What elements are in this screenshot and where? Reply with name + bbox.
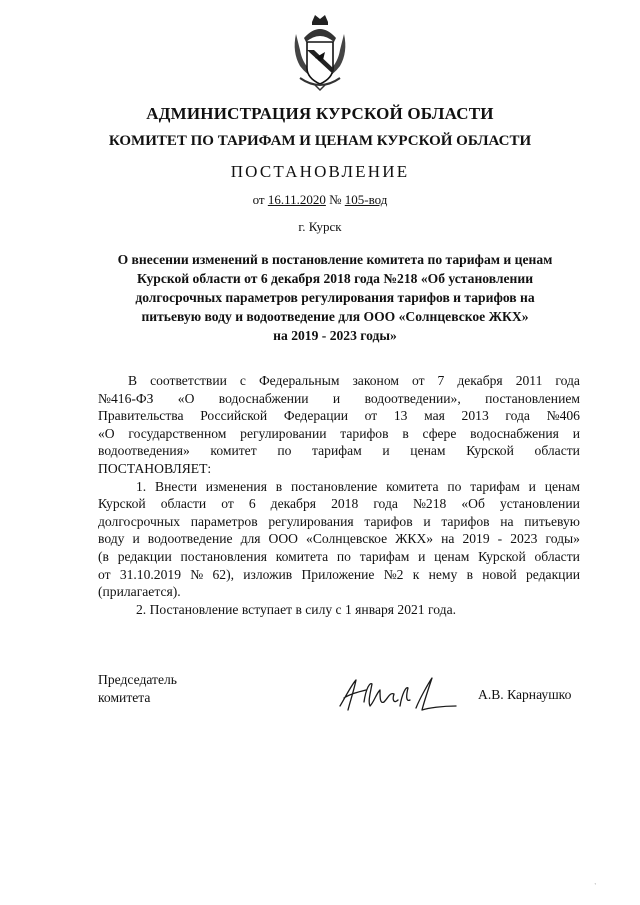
position-line: комитета (98, 689, 151, 705)
word: к (412, 566, 420, 582)
word: «Солнцевское (306, 531, 388, 547)
word: и (132, 531, 140, 547)
word: регулирования (268, 513, 354, 529)
word: и (572, 425, 580, 441)
word: и (332, 390, 341, 406)
number-prefix: № (329, 192, 342, 207)
text-line (98, 407, 580, 425)
word: «О (177, 390, 195, 406)
word: постановлением (485, 390, 580, 406)
word: для (240, 531, 261, 547)
word: 2018 (331, 496, 359, 512)
signatory-position (98, 671, 177, 706)
word: области (534, 548, 580, 564)
word: Федерации (283, 408, 349, 424)
word: водоотведение (147, 531, 233, 547)
word: регулировании (240, 425, 327, 441)
word: 2023 (510, 531, 538, 547)
resolves-line: ПОСТАНОВЛЯЕТ: (98, 460, 212, 476)
text-line (98, 530, 580, 548)
word: тарифов (340, 425, 389, 441)
word: государственном (128, 425, 227, 441)
text-line (98, 442, 580, 460)
text-line (98, 513, 580, 531)
word: тарифов (441, 513, 490, 529)
item-1-paragraph (98, 478, 580, 584)
word: Российской (200, 408, 268, 424)
word: годы» (545, 531, 580, 547)
word: области (160, 496, 207, 512)
document-body (98, 372, 580, 618)
word: № (190, 566, 204, 582)
text-line (98, 548, 580, 566)
subject-line: Курской области от 6 декабря 2018 года №218 «Об установлении (136, 271, 534, 286)
word: комитета (275, 548, 329, 564)
word: водоснабжения (470, 425, 559, 441)
item-2-paragraph: 2. Постановление вступает в силу с 1 января 2021 года. (136, 601, 456, 617)
word: и (382, 443, 390, 459)
word: тарифам (470, 478, 520, 494)
word: от (364, 408, 378, 424)
committee-title: КОМИТЕТ ПО ТАРИФАМ И ЦЕНАМ КУРСКОЙ ОБЛАСТИ (108, 133, 532, 149)
subject-line: О внесении изменений в постановление комитета по тарифам и ценам (117, 252, 553, 267)
word: года (555, 373, 580, 388)
coat-of-arms-emblem (290, 12, 350, 94)
document-number: 105-вод (344, 192, 388, 207)
subject-line: питьевую воду и водоотведение для ООО «Солнцевское ЖКХ» (141, 309, 529, 324)
word: 6 (248, 496, 256, 512)
word: Приложение (301, 566, 375, 582)
word: и (423, 513, 431, 529)
page-mark: ˑ (594, 880, 597, 890)
word: редакции (117, 548, 172, 564)
word: законом (352, 373, 399, 388)
word: Курской (466, 443, 514, 459)
word: 7 (437, 373, 445, 388)
word: соответствии (150, 373, 227, 388)
word: изменения (205, 478, 267, 494)
word: ценам (544, 478, 580, 494)
word: по (277, 443, 292, 459)
word: постановление (290, 478, 378, 494)
word: редакции (525, 566, 580, 582)
item-1-last-line: (прилагается). (98, 584, 181, 600)
word: области (534, 443, 580, 459)
word: на (441, 531, 455, 547)
word: тарифам (359, 548, 410, 564)
word: Курской (98, 496, 146, 512)
word: Внести (155, 478, 197, 494)
text-line (98, 566, 580, 584)
word: года (505, 408, 530, 424)
word: в (466, 566, 473, 582)
word: по (447, 478, 462, 494)
subject-line: на 2019 - 2023 годы» (273, 328, 397, 343)
signatory-name: А.В. Карнаушко (478, 687, 572, 702)
word: 13 (393, 408, 408, 424)
document-date-number (0, 192, 640, 208)
word: водоснабжении (218, 390, 309, 406)
word: тарифам (312, 443, 362, 459)
word: комитет (210, 443, 257, 459)
word: и (418, 548, 426, 564)
word: ООО (268, 531, 298, 547)
document-date: 16.11.2020 (267, 192, 326, 207)
word: питьевую (524, 513, 580, 529)
word: «Об (461, 496, 485, 512)
word: Федеральным (258, 373, 340, 388)
word: постановления (180, 548, 267, 564)
word: 2013 (461, 408, 489, 424)
word: 62), (212, 566, 234, 582)
word: №416-ФЗ (98, 390, 154, 406)
word: 2011 (515, 373, 543, 388)
word: воду (98, 531, 125, 547)
document-subject (92, 250, 578, 345)
word: нему (428, 566, 458, 582)
word: декабря (270, 496, 317, 512)
word: в (402, 425, 409, 441)
subject-line: долгосрочных параметров регулирования тарифов и тарифов на (135, 290, 535, 305)
preamble-paragraph (98, 372, 580, 460)
document-type: ПОСТАНОВЛЕНИЕ (230, 162, 410, 181)
word: на (500, 513, 514, 529)
word: Правительства (98, 408, 184, 424)
word: 2019 (462, 531, 490, 547)
word: 1. (136, 478, 147, 494)
handwritten-signature (336, 672, 458, 718)
word: ЖКХ» (395, 531, 434, 547)
text-line (98, 495, 580, 513)
word: В (128, 373, 138, 388)
position-line: Председатель (98, 672, 177, 687)
word: и (528, 478, 536, 494)
word: (в (98, 548, 109, 564)
word: №218 (412, 496, 447, 512)
word: по (336, 548, 351, 564)
word: водоотведения» (98, 443, 190, 459)
word: от (221, 496, 234, 512)
word: параметров (190, 513, 258, 529)
word: установлении (499, 496, 580, 512)
word: изложив (243, 566, 293, 582)
word: №2 (383, 566, 404, 582)
word: от (98, 566, 111, 582)
org-title: АДМИНИСТРАЦИЯ КУРСКОЙ ОБЛАСТИ (146, 104, 494, 123)
word: сфере (422, 425, 457, 441)
word: 31.10.2019 (119, 566, 181, 582)
word: года (373, 496, 398, 512)
word: ценам (410, 443, 446, 459)
word: с (239, 373, 246, 388)
text-line (98, 478, 580, 496)
text-line (98, 425, 580, 443)
date-prefix: от (252, 192, 265, 207)
word: «О (98, 425, 115, 441)
text-line (98, 372, 580, 390)
word: тарифов (364, 513, 413, 529)
word: - (497, 531, 503, 547)
word: комитета (386, 478, 439, 494)
word: долгосрочных (98, 513, 181, 529)
word: №406 (546, 408, 580, 424)
word: от (411, 373, 425, 388)
word: водоотведении», (364, 390, 461, 406)
text-line (98, 390, 580, 408)
word: Курской (478, 548, 526, 564)
word: в (275, 478, 283, 494)
word: ценам (434, 548, 470, 564)
city: г. Курск (298, 219, 342, 234)
word: мая (424, 408, 445, 424)
word: декабря (457, 373, 503, 388)
word: новой (482, 566, 517, 582)
